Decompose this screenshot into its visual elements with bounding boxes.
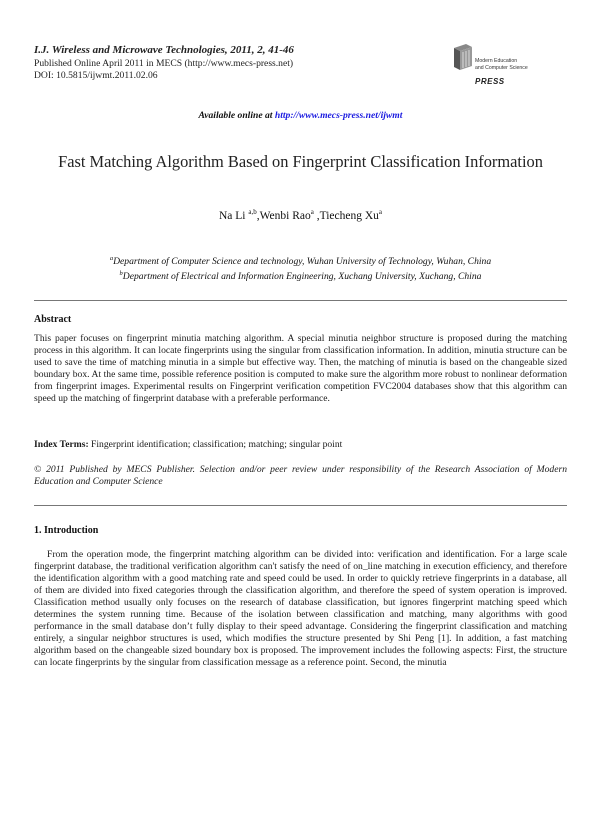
journal-link[interactable]: http://www.mecs-press.net/ijwmt: [274, 110, 403, 121]
copyright-notice: © 2011 Published by MECS Publisher. Selection and/or peer review under responsibility of the Research Association of Modern Education and Computer Science: [34, 464, 567, 487]
introduction-heading: 1. Introduction: [34, 525, 99, 536]
journal-citation: I.J. Wireless and Microwave Technologies, 2011, 2, 41-46: [34, 44, 294, 56]
affil-mark: a: [109, 255, 114, 262]
affiliation-b: [0, 268, 601, 283]
author-list: [0, 208, 601, 222]
introduction-text: From the operation mode, the fingerprint matching algorithm can be divided into: verification and identification. For a large scale fingerprint database, the traditional verification algorithm can't satisfy the need of on_line matching in execution efficiency, and therefore the identification algorithm with a good matching rate and speed could be used. In order to quickly retrieve fingerprints in a database, all of them are divided into fixed categories through the classification algorithm, and therefore the speed of system operation is improved. Classification method usually only focuses on the research of database classification, but ignores fingerprint matching speed which determines the system running time. Because of the isolation between classification and matching, many algorithms with good performance in the small database don’t fully display to their speed advantage. Considering the fingerprint classification and matching entirely, a singular neighbor structures is used, which modifies the structure presented by Shi Peng [1]. In addition, a fast matching algorithm based on the changeable sized boundary box is proposed. The improvement includes the following aspects: First, the structure can locate fingerprints by the singular from classification message as a reference point. Second, the minutia: [34, 549, 567, 668]
affil-mark: b: [119, 270, 123, 278]
doi-line: DOI: 10.5815/ijwmt.2011.02.06: [34, 70, 158, 81]
index-terms: [34, 439, 567, 451]
affiliations: [0, 253, 601, 283]
available-online: [0, 110, 601, 121]
affil-text: Department of Electrical and Information Engineering, Xuchang University, Xuchang, China: [122, 271, 482, 283]
logo-line-1: Modern Education: [475, 58, 518, 64]
logo-press: PRESS: [475, 77, 505, 86]
author-affil-mark: a: [378, 208, 383, 216]
abstract-text: This paper focuses on fingerprint minutia matching algorithm. A special minutia neighbor structure is proposed during the matching process in this algorithm. It can locate fingerprints using the singular from classification information. In addition, minutia structure can be used to save the time of matching minutia in a simple but effective way. Then, the matching of minutia is based on the changeable sized boundary box. At the same time, possible reference position is computed to make sure the algorithm more robust to nonlinear deformation from fingerprint images. Experimental results on Fingerprint verification competition FVC2004 databases show that this algorithm can speed up the matching of fingerprint database with a preferable performance.: [34, 333, 567, 404]
available-prefix: Available online at: [198, 110, 275, 121]
mecs-press-logo: [452, 30, 557, 90]
author-name: ,Tiecheng Xu: [313, 209, 379, 222]
logo-line-2: and Computer Science: [475, 65, 528, 71]
paper-title: Fast Matching Algorithm Based on Fingerprint Classification Information: [58, 152, 543, 171]
divider-top: [34, 300, 567, 301]
author-name: ,Wenbi Rao: [256, 209, 311, 222]
divider-bottom: [34, 505, 567, 506]
book-stack-icon: [452, 42, 474, 72]
author-affil-mark: a,b: [248, 208, 257, 216]
affil-text: Department of Computer Science and technology, Wuhan University of Technology, Wuhan, China: [113, 256, 492, 268]
author-affil-mark: a: [310, 208, 314, 216]
author-name: Na Li: [218, 209, 249, 222]
published-online-line: Published Online April 2011 in MECS (http://www.mecs-press.net): [34, 58, 294, 69]
index-terms-text: Fingerprint identification; classification; matching; singular point: [88, 439, 343, 450]
affiliation-a: [0, 253, 601, 268]
index-terms-label: Index Terms:: [34, 439, 89, 450]
abstract-heading: Abstract: [34, 314, 72, 325]
